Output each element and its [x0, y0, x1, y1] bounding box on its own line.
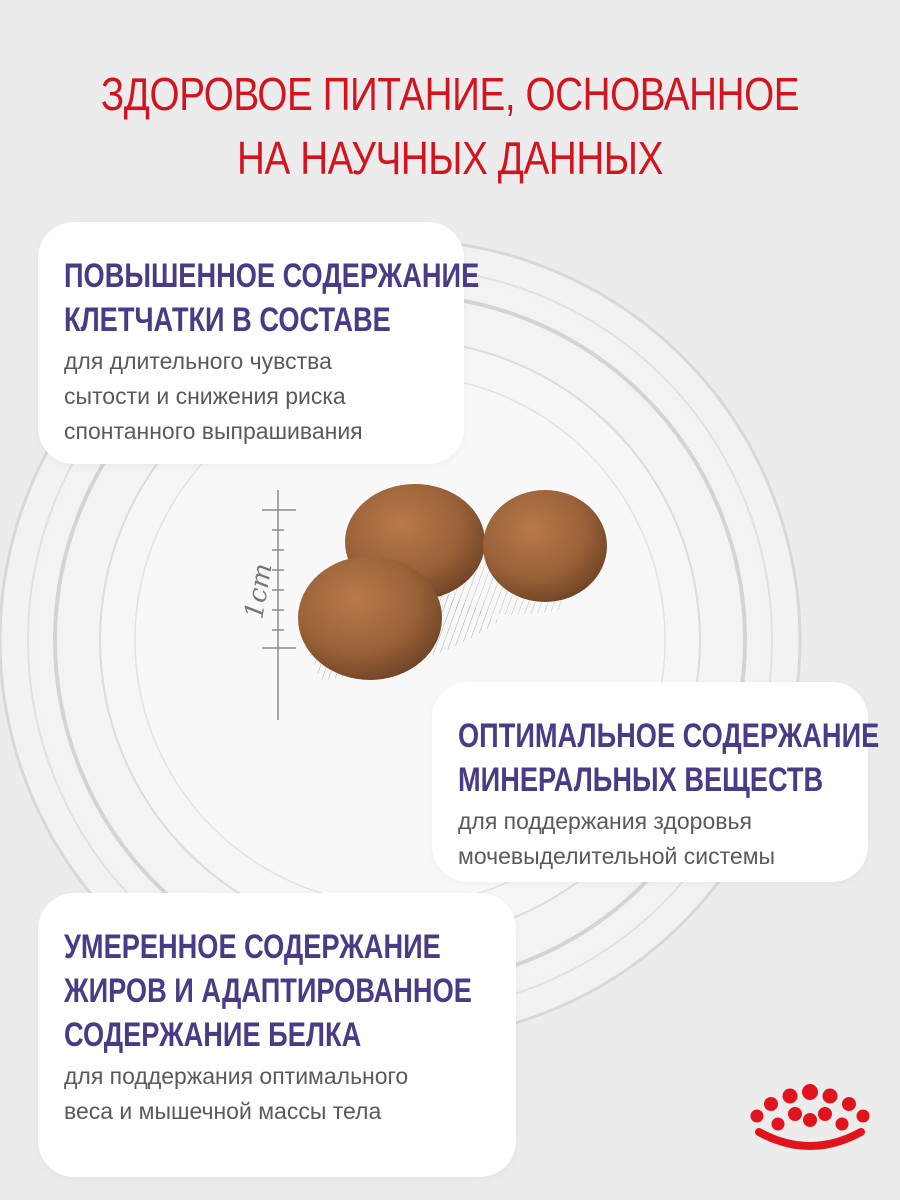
- benefit-description: для длительного чувства сытости и снижения риска спонтанного выпрашивания: [64, 348, 363, 444]
- scale-label: 1cm: [239, 561, 279, 622]
- benefit-card-fiber: [38, 222, 480, 464]
- benefit-heading: ОПТИМАЛЬНОЕ СОДЕРЖАНИЕ МИНЕРАЛЬНЫХ ВЕЩЕСТВ: [458, 717, 880, 799]
- benefit-description: для поддержания оптимального веса и мышечной массы тела: [64, 1063, 409, 1124]
- benefit-description: для поддержания здоровья мочевыделительной системы: [458, 808, 776, 869]
- benefit-heading: ПОВЫШЕННОЕ СОДЕРЖАНИЕ КЛЕТЧАТКИ В СОСТАВЕ: [64, 257, 480, 339]
- title-line-2: НА НАУЧНЫХ ДАННЫХ: [237, 132, 663, 184]
- benefit-heading: УМЕРЕННОЕ СОДЕРЖАНИЕ ЖИРОВ И АДАПТИРОВАННОЕ СОДЕРЖАНИЕ БЕЛКА: [64, 928, 472, 1054]
- royal-crown-icon: [745, 1082, 875, 1162]
- page-title: [72, 62, 828, 190]
- kibble-icon: [483, 490, 607, 602]
- title-line-1: ЗДОРОВОЕ ПИТАНИЕ, ОСНОВАННОЕ: [100, 68, 800, 120]
- benefit-card-fat-protein: [38, 893, 516, 1177]
- kibble-icon: [298, 556, 442, 680]
- benefit-card-minerals: [432, 682, 880, 882]
